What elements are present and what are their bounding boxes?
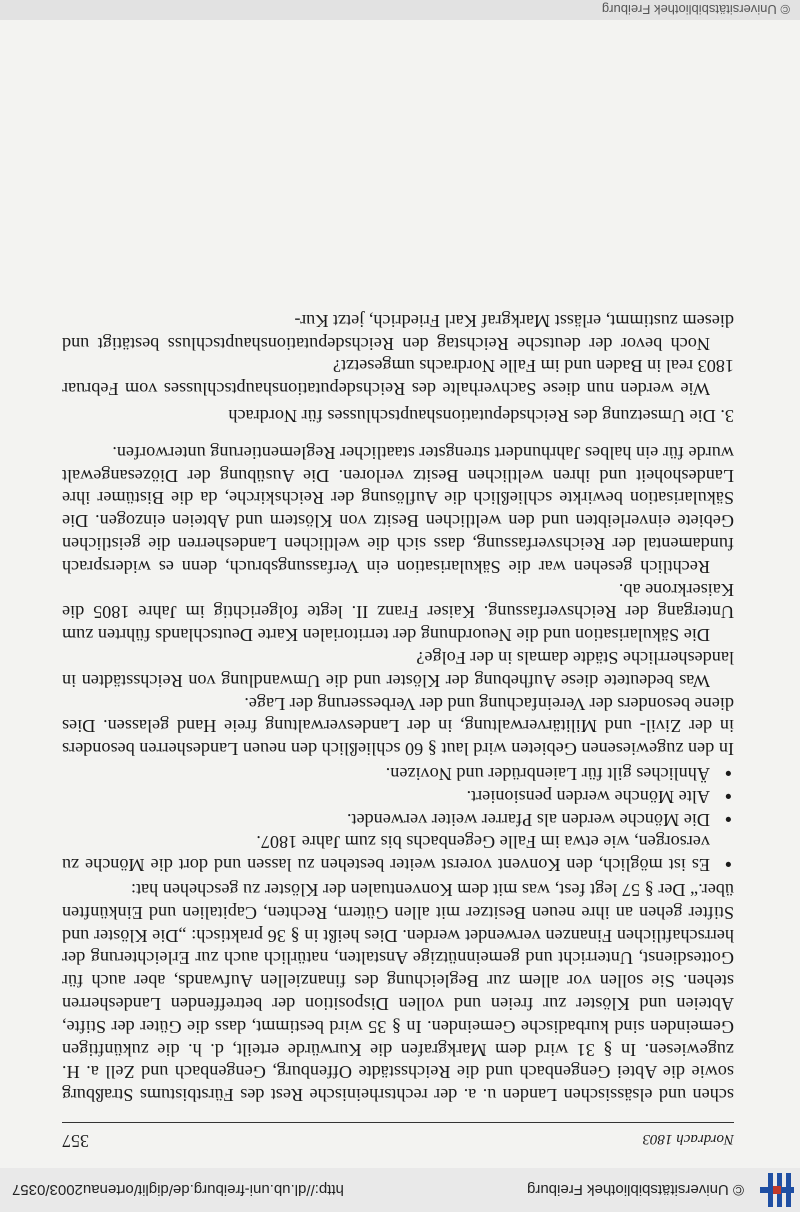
bullet-list bbox=[62, 762, 734, 876]
running-title: Nordrach 1803 bbox=[642, 1131, 734, 1147]
footer-credit: © Universitätsbibliothek Freiburg bbox=[601, 2, 790, 18]
paragraph-2: In den zugewiesenen Gebieten wird laut § 60 schließlich den neuen Landesherren besonders in der Zivil- und Militärverwaltung, in der Landesverwaltung freie Hand gelassen. Dies diene besonders der Vereinfachung und der Verbesserung der Lage. bbox=[62, 693, 734, 760]
running-header bbox=[62, 1122, 734, 1152]
paragraph-4: Die Säkularisation und die Neuordnung der territorialen Karte Deutschlands führten zum Untergang der Reichsverfassung. Kaiser Franz II. legte folgerichtig im Jahre 1805 die Kaiserkrone ab. bbox=[62, 579, 734, 646]
bullet-item-4: ● Ähnliches gilt für Laienbrüder und Novizen. bbox=[62, 762, 734, 785]
paragraph-5: Rechtlich gesehen war die Säkularisation ein Verfassungsbruch, denn es widersprach fundamental der Reichsverfassung, dass sich die weltlichen Landesherren die geistlichen Gebiete einverleibten und den weltlichen Besitz von Klöstern und Abteien einzogen. Die Säkularisation bewirkte schließlich die Auflösung der Reichskirche, da die Bistümer ihre Landeshoheit und ihren weltlichen Besitz verloren. Die Ausübung der Diözesangewalt wurde für ein halbes Jahrhundert strengster staatlicher Reglementierung unterworfen. bbox=[62, 442, 734, 577]
page-number: 357 bbox=[62, 1131, 89, 1151]
viewer-footer-bar bbox=[0, 0, 800, 20]
section-heading: 3. Die Umsetzung des Reichsdeputationshauptschlusses für Nordrach bbox=[228, 406, 734, 427]
university-logo-icon[interactable] bbox=[754, 1168, 800, 1212]
bullet-item-2: ● Die Mönche werden als Pfarrer weiter verwendet. bbox=[62, 808, 734, 831]
bullet-item-1: ● Es ist möglich, den Konvent vorerst weiter bestehen zu lassen und dort die Mönche zu versorgen, wie etwa im Falle Gegenbachs bis zum Jahre 1807. bbox=[62, 831, 734, 877]
paragraph-7: Noch bevor der deutsche Reichstag den Reichsdeputationshauptschluss bestätigt und diesem zustimmt, erlässt Markgraf Karl Friedrich, jetzt Kur- bbox=[62, 310, 734, 354]
paragraph-3: Was bedeutete diese Aufhebung der Klöster und die Umwandlung von Reichsstädten in landesherrliche Städte damals in der Folge? bbox=[62, 648, 734, 691]
paragraph-6: Wie werden nun diese Sachverhalte des Reichsdeputationshauptschlusses vom Februar 1803 real in Baden und im Falle Nordrachs umgesetzt? bbox=[62, 356, 734, 400]
bullet-item-3: ● Alte Mönche werden pensioniert. bbox=[62, 785, 734, 808]
paragraph-1: schen und elsässischen Landen u. a. der rechtsrheinische Rest des Fürstbistums Straßburg sowie die Abtei Gengenbach und die Reichsstädte Offenburg, Gengenbach und Zell a. H. zugewiesen. In § 31 wird dem Markgrafen die Kurwürde erteilt, d. h. die zukünftigen Gemeinden sind kurbadische Gemeinden. In § 35 wird bestimmt, dass die Güter der Stifte, Abteien und Klöster zur freien und vollen Disposition der betreffenden Landesherren stehen. Sie sollen vor allem zur Begleichung des finanziellen Aufwands, aber auch für Gottesdienst, Unterricht und gemeinnützige Anstalten, natürlich auch zur Erleichterung der herrschaftlichen Finanzen verwendet werden. Dies heißt in § 36 praktisch: „Die Klöster und Stifter gehen an ihre neuen Besitzer mit allen Gütern, Rechten, Capitalien und Einkünften über.“ Der § 57 legt fest, was mit dem Konventualen der Klöster zu geschehen hat: bbox=[62, 880, 734, 1106]
book-page bbox=[62, 309, 734, 1152]
source-url-link[interactable]: http://dl.ub.uni-freiburg.de/diglit/ortenau2003/0357 bbox=[12, 1181, 344, 1199]
copyright-credit: © Universitätsbibliothek Freiburg bbox=[527, 1181, 744, 1199]
viewer-header-bar bbox=[0, 1168, 800, 1212]
